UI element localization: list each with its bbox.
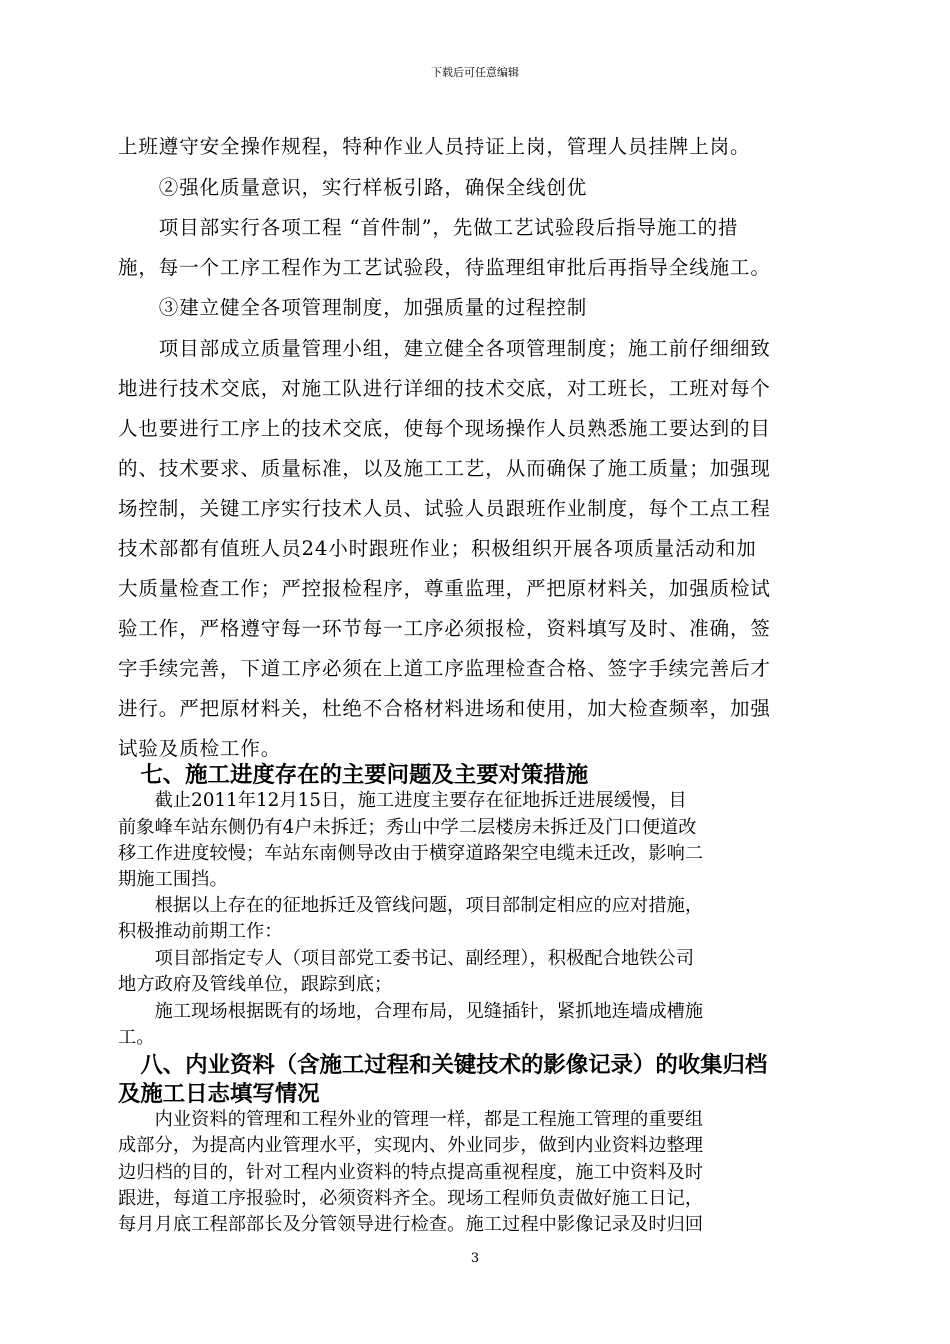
- body-line: 场控制，关键工序实行技术人员、试验人员跟班作业制度，每个工点工程: [118, 497, 771, 520]
- body-line: 人也要进行工序上的技术交底，使每个现场操作人员熟悉施工要达到的目: [118, 417, 771, 440]
- body-line: 大质量检查工作；严控报检程序，尊重监理，严把原材料关，加强质检试: [118, 577, 771, 600]
- body-line: 成部分，为提高内业管理水平，实现内、外业同步，做到内业资料边整理: [118, 1135, 704, 1156]
- body-line: 跟进，每道工序报验时，必须资料齐全。现场工程师负责做好施工日记，: [118, 1188, 704, 1209]
- body-line: 根据以上存在的征地拆迁及管线问题，项目部制定相应的应对措施，: [118, 895, 704, 916]
- body-line: 验工作，严格遵守每一环节每一工序必须报检，资料填写及时、准确，签: [118, 617, 771, 640]
- body-line: 上班遵守安全操作规程，特种作业人员持证上岗，管理人员挂牌上岗。: [118, 135, 751, 158]
- list-item-heading: ②强化质量意识，实行样板引路，确保全线创优: [118, 176, 588, 199]
- body-line: 地方政府及管线单位，跟踪到底；: [118, 974, 393, 995]
- body-line: 项目部成立质量管理小组，建立健全各项管理制度；施工前仔细细致: [118, 337, 771, 360]
- body-line: 移工作进度较慢；车站东南侧导改由于横穿道路架空电缆未迁改，影响二: [118, 843, 704, 864]
- body-line: 进行。严把原材料关，杜绝不合格材料进场和使用，加大检查频率，加强: [118, 697, 771, 720]
- page-number: 3: [470, 1251, 480, 1266]
- body-line: 的、技术要求、质量标准，以及施工工艺，从而确保了施工质量；加强现: [118, 457, 771, 480]
- section-heading-7: 七、施工进度存在的主要问题及主要对策措施: [118, 762, 589, 788]
- body-line: 积极推动前期工作：: [118, 921, 283, 942]
- body-line: 技术部都有值班人员24小时跟班作业；积极组织开展各项质量活动和加: [118, 537, 757, 560]
- body-line: 每月月底工程部部长及分管领导进行检查。施工过程中影像记录及时归回: [118, 1214, 704, 1235]
- body-line: 前象峰车站东侧仍有4户未拆迁；秀山中学二层楼房未拆迁及门口便道改: [118, 817, 697, 838]
- body-line: 施，每一个工序工程作为工艺试验段，待监理组审批后再指导全线施工。: [118, 256, 771, 279]
- body-line: 边归档的目的，针对工程内业资料的特点提高重视程度，施工中资料及时: [118, 1162, 704, 1183]
- body-line: 字手续完善，下道工序必须在上道工序监理检查合格、签字手续完善后才: [118, 657, 771, 680]
- list-item-heading: ③建立健全各项管理制度，加强质量的过程控制: [118, 296, 588, 319]
- page-header: 下载后可任意编辑: [431, 66, 519, 79]
- body-line: 项目部指定专人（项目部党工委书记、副经理），积极配合地铁公司: [118, 948, 695, 969]
- body-line: 试验及质检工作。: [118, 737, 282, 760]
- body-line: 截止2011年12月15日，施工进度主要存在征地拆迁进展缓慢，目: [118, 790, 687, 811]
- body-line: 内业资料的管理和工程外业的管理一样，都是工程施工管理的重要组: [118, 1109, 704, 1130]
- body-line: 地进行技术交底，对施工队进行详细的技术交底，对工班长，工班对每个: [118, 377, 771, 400]
- body-line: 工。: [118, 1027, 155, 1048]
- body-line: 施工现场根据既有的场地，合理布局，见缝插针，紧抓地连墙成槽施: [118, 1001, 704, 1022]
- body-line: 期施工围挡。: [118, 869, 228, 890]
- section-heading-8-continued: 及施工日志填写情况: [118, 1081, 320, 1107]
- body-line: 项目部实行各项工程 “首件制”，先做工艺试验段后指导施工的措: [118, 216, 739, 239]
- section-heading-8: 八、内业资料（含施工过程和关键技术的影像记录）的收集归档: [118, 1052, 768, 1078]
